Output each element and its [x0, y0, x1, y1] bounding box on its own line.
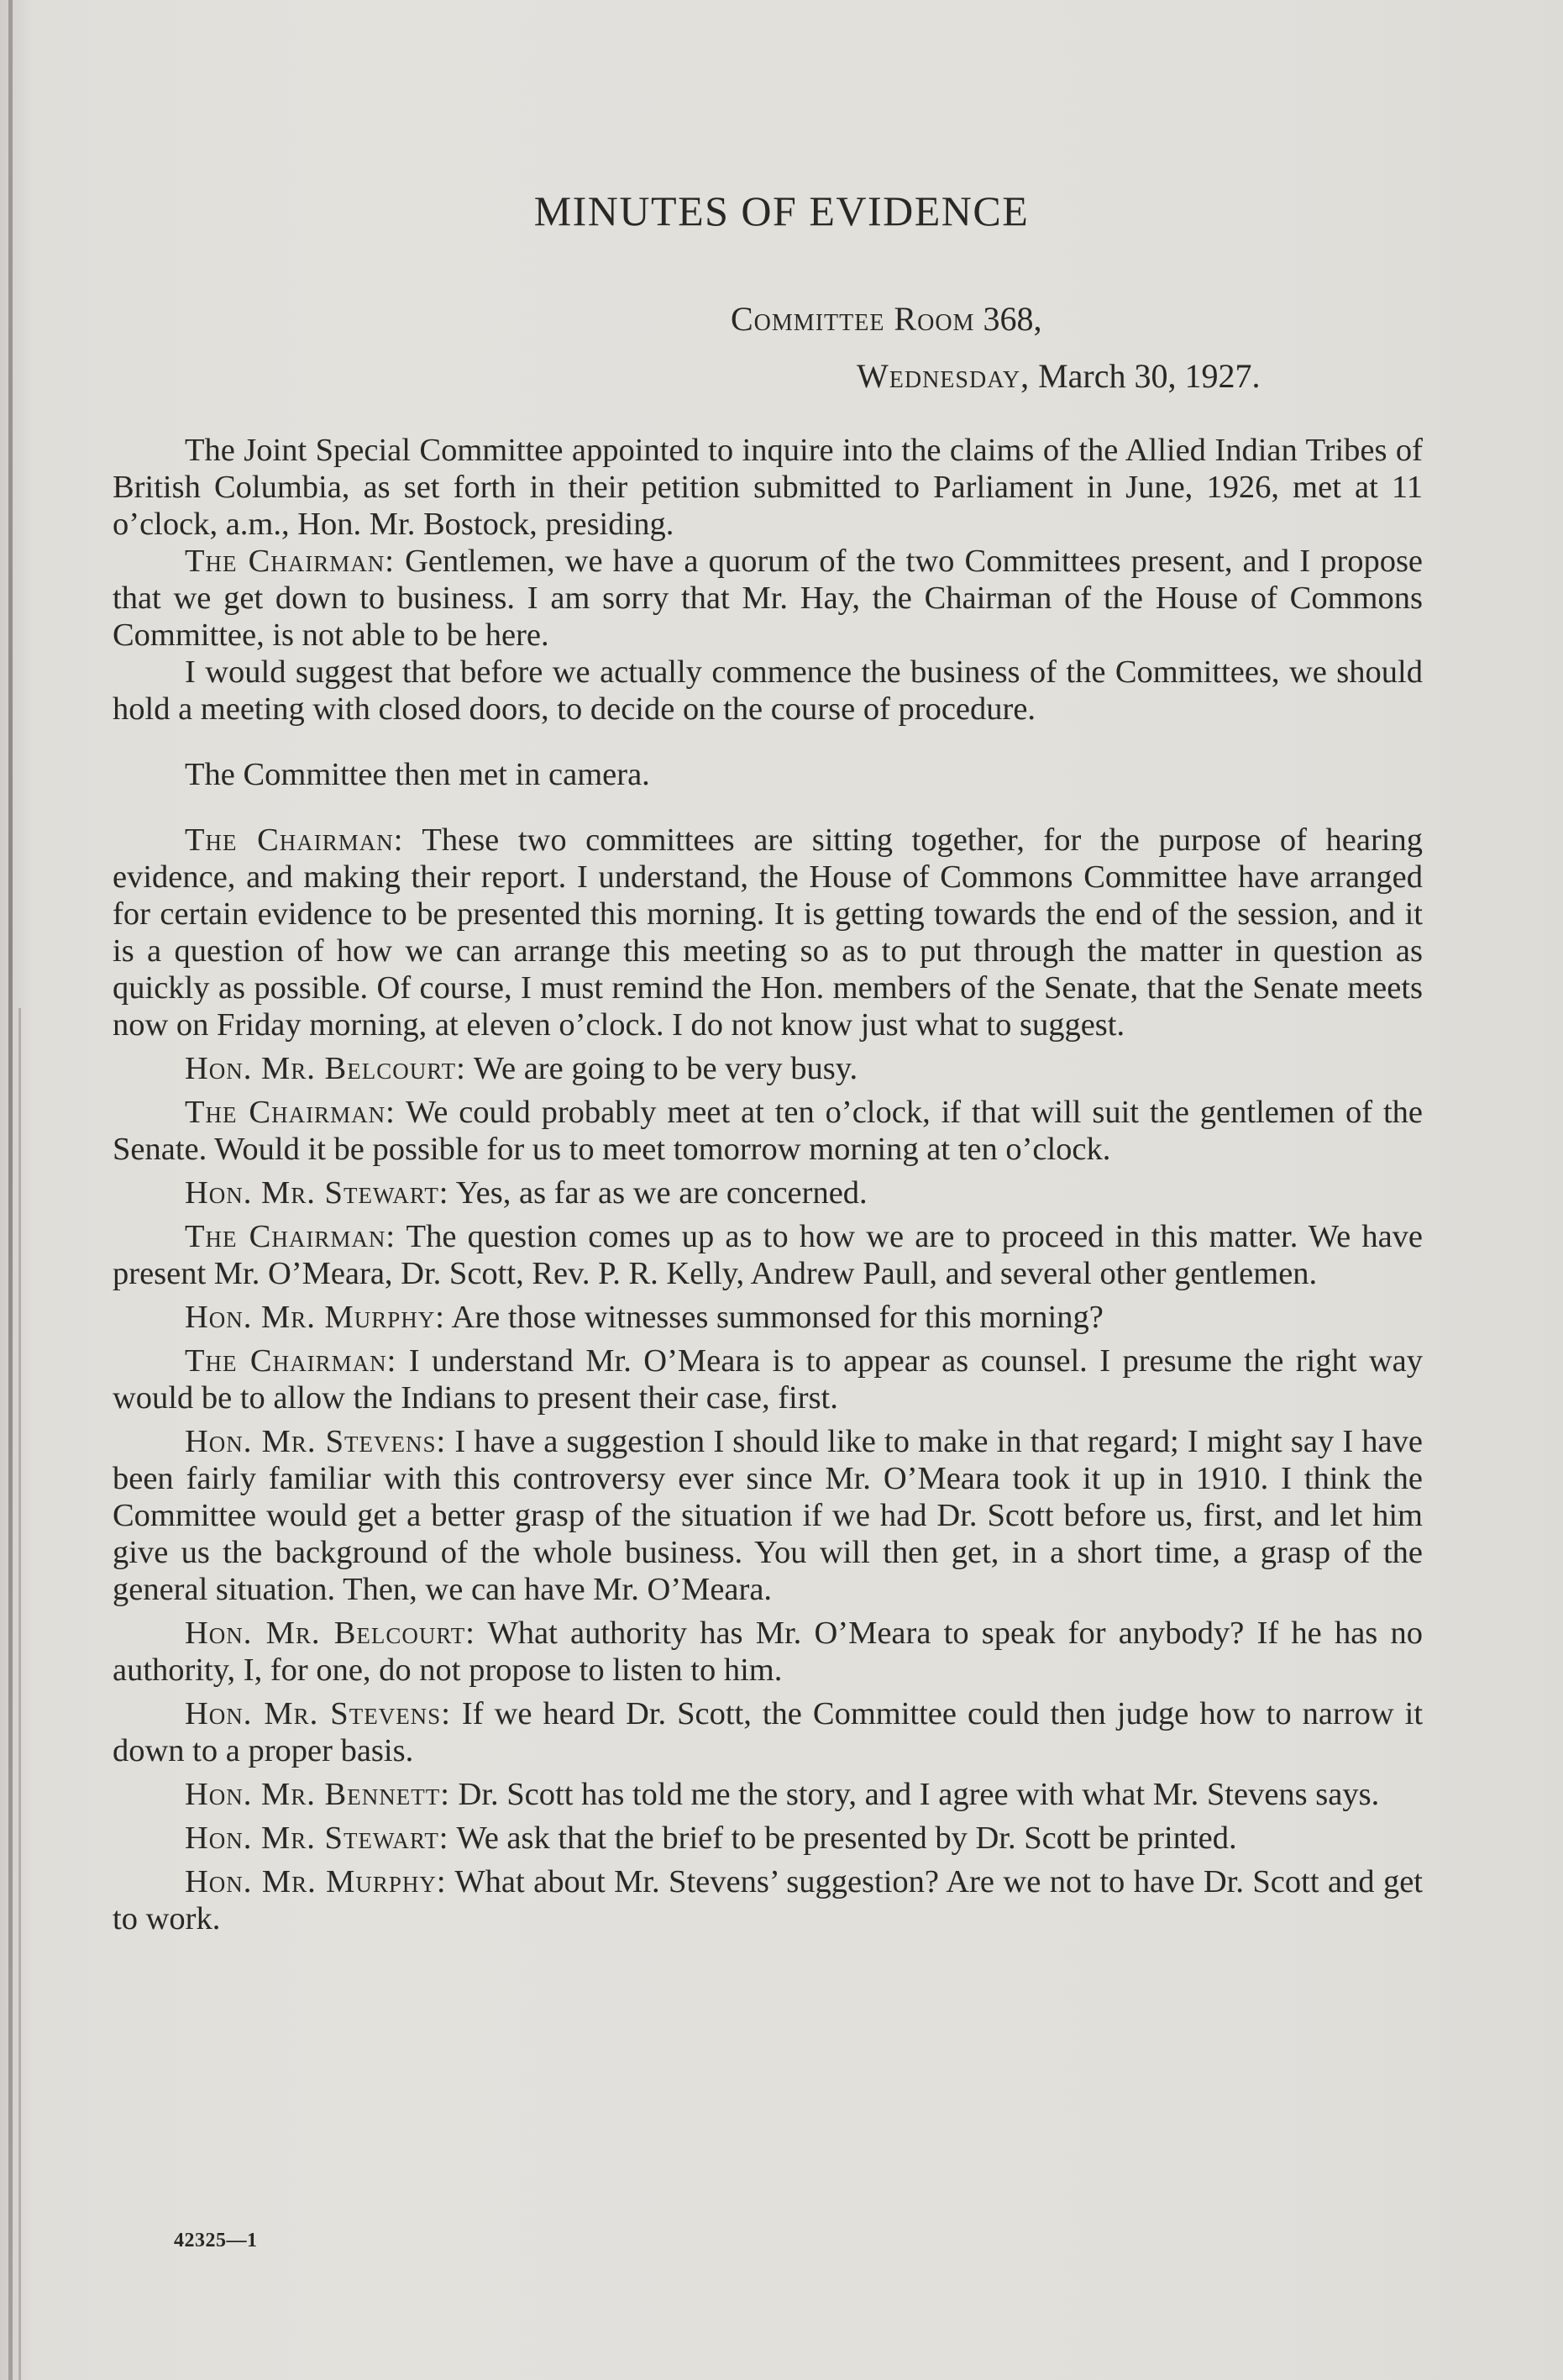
print-job-code: 42325—1 [174, 2230, 258, 2251]
paragraph-text: I understand Mr. O’Meara is to appear as counsel. I presume the right way would be to allow the Indians to present their case, first. [113, 1343, 1424, 1416]
paragraph-text: I would suggest that before we actually commence the business of the Committees, we should hold a meeting with closed doors, to decide on the course of procedure. [113, 654, 1423, 727]
paragraph-statement [113, 822, 1423, 1043]
paragraph-note [113, 756, 1423, 793]
paragraph-text: We ask that the brief to be presented by Dr. Scott be printed. [456, 1820, 1237, 1856]
binding-edge [8, 0, 13, 2380]
paragraph-text: The question comes up as to how we are to proceed in this matter. We have present Mr. O’Meara, Dr. Scott, Rev. P. R. Kelly, Andrew Paull, and several other gentlemen. [113, 1219, 1423, 1291]
paragraph-text: What authority has Mr. O’Meara to speak for anybody? If he has no authority, I, for one, do not propose to listen to him. [113, 1616, 1423, 1688]
paragraph-text: Dr. Scott has told me the story, and I agree with what Mr. Stevens says. [458, 1777, 1380, 1812]
speaker-name: Hon. Mr. Stevens: [185, 1696, 451, 1731]
room-label: Committee Room [731, 300, 975, 338]
speaker-name: The Chairman: [185, 544, 395, 579]
paragraph-text: The Joint Special Committee appointed to inquire into the claims of the Allied Indian Tribes of British Columbia, as set forth in their petition submitted to Parliament in June, 1926, met at 11 o’clock, a.m., Hon. Mr. Bostock, presiding. [113, 433, 1423, 542]
paragraph-statement [113, 1863, 1423, 1937]
paragraph-text: I have a suggestion I should like to make in that regard; I might say I have been fairly familiar with this controversy ever since Mr. O’Meara took it up in 1910. I think the Committee would get a better grasp of the situation if we had Dr. Scott before us, first, and let him give us the background of the whole business. You will then get, in a short time, a grasp of the general situation. Then, we can have Mr. O’Meara. [113, 1424, 1423, 1607]
speaker-name: Hon. Mr. Bennett: [185, 1777, 450, 1812]
paragraph-text: These two committees are sitting together, for the purpose of hearing evidence, and making their report. I understand, the House of Commons Committee have arranged for certain evidence to be presented this morning. It is getting towards the end of the session, and it is a question of how we can arrange this meeting so as to put through the matter in question as quickly as possible. Of course, I must remind the Hon. members of the Senate, that the Senate meets now on Friday morning, at eleven o’clock. I do not know just what to suggest. [113, 822, 1423, 1043]
paragraph-statement [113, 543, 1423, 654]
paragraph-text: The Committee then met in camera. [185, 757, 650, 792]
paragraph-statement [113, 1299, 1423, 1336]
speaker-name: Hon. Mr. Murphy: [185, 1300, 445, 1335]
paragraph-statement [113, 1776, 1423, 1813]
paragraph-statement [113, 1094, 1423, 1168]
speaker-name: Hon. Mr. Stewart: [185, 1820, 449, 1856]
paragraph-text: We could probably meet at ten o’clock, if that will suit the gentlemen of the Senate. Would it be possible for us to meet tomorrow morning at ten o’clock. [113, 1095, 1424, 1167]
paragraph-opening [113, 432, 1423, 543]
paragraph-text: What about Mr. Stevens’ suggestion? Are we not to have Dr. Scott and get to work. [113, 1864, 1423, 1936]
speaker-name: The Chairman: [185, 1095, 396, 1130]
page-title: MINUTES OF EVIDENCE [533, 187, 1030, 234]
date-weekday: Wednesday, [857, 357, 1031, 395]
paragraph-statement [113, 1174, 1423, 1211]
paragraph-text: Gentlemen, we have a quorum of the two Committees present, and I propose that we get down to business. I am sorry that Mr. Hay, the Chairman of the House of Commons Committee, is not able to be here. [113, 544, 1424, 653]
paragraph-statement [113, 1820, 1423, 1857]
paragraph-text: Yes, as far as we are concerned. [455, 1175, 868, 1211]
binding-edge-shadow [18, 1008, 21, 2380]
paragraph-statement [113, 1342, 1423, 1416]
speaker-name: The Chairman: [185, 1343, 397, 1379]
paragraph-statement [113, 1615, 1423, 1689]
speaker-name: Hon. Mr. Murphy: [185, 1864, 447, 1899]
speaker-name: Hon. Mr. Stewart: [185, 1175, 449, 1211]
meeting-date [857, 356, 1260, 396]
speaker-name: The Chairman: [185, 1219, 396, 1254]
paragraph-statement [113, 1423, 1423, 1608]
minutes-body [113, 432, 1423, 1937]
paragraph-text: If we heard Dr. Scott, the Committee could then judge how to narrow it down to a proper basis. [113, 1696, 1424, 1768]
paragraph-statement [113, 1218, 1423, 1292]
speaker-name: Hon. Mr. Belcourt: [185, 1051, 466, 1086]
speaker-name: Hon. Mr. Stevens: [185, 1424, 447, 1459]
paragraph-statement [113, 1695, 1423, 1769]
meeting-place [731, 299, 1041, 339]
speaker-name: The Chairman: [185, 822, 404, 858]
paragraph-statement [113, 654, 1423, 728]
room-number: 368, [983, 300, 1042, 338]
date-rest: March 30, 1927. [1038, 357, 1261, 395]
paragraph-statement [113, 1050, 1423, 1087]
paragraph-text: We are going to be very busy. [473, 1051, 858, 1086]
paragraph-text: Are those witnesses summonsed for this morning? [451, 1300, 1104, 1335]
speaker-name: Hon. Mr. Belcourt: [185, 1616, 475, 1651]
